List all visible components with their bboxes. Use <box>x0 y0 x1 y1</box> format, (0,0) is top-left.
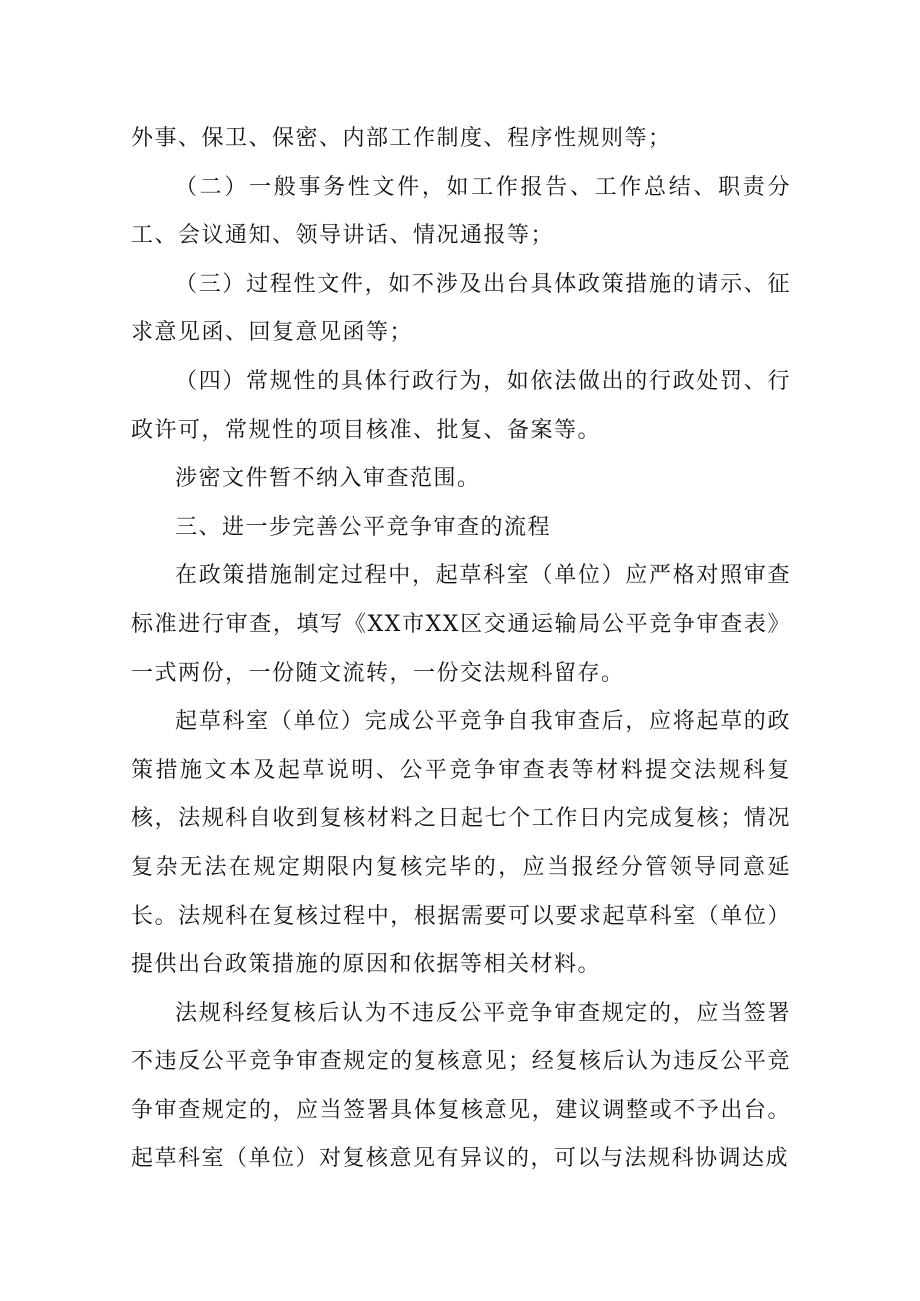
paragraph-drafting-review: 在政策措施制定过程中，起草科室（单位）应严格对照审查标准进行审查，填写《XX市XX区交通运输局公平竞争审查表》一式两份，一份随文流转，一份交法规科留存。 <box>131 563 791 686</box>
paragraph-item-2: （二）一般事务性文件，如工作报告、工作总结、职责分工、会议通知、领导讲话、情况通报等； <box>131 174 791 249</box>
paragraph-item-4: （四）常规性的具体行政行为，如依法做出的行政处罚、行政许可，常规性的项目核准、批复、备案等。 <box>131 368 791 443</box>
paragraph-review-opinion: 法规科经复核后认为不违反公平竞争审查规定的，应当签署不违反公平竞争审查规定的复核意见；经复核后认为违反公平竞争审查规定的，应当签署具体复核意见，建议调整或不予出台。起草科室（单位）对复核意见有异议的，可以与法规科协调达成 <box>131 1000 791 1172</box>
paragraph-classified-note: 涉密文件暂不纳入审查范围。 <box>175 466 481 492</box>
paragraph-continuation: 外事、保卫、保密、内部工作制度、程序性规则等； <box>131 126 672 151</box>
paragraph-item-3: （三）过程性文件，如不涉及出台具体政策措施的请示、征求意见函、回复意见函等； <box>131 271 791 346</box>
document-body <box>131 115 791 1184</box>
section-heading-3: 三、进一步完善公平竞争审查的流程 <box>175 514 552 540</box>
paragraph-submission-review: 起草科室（单位）完成公平竞争自我审查后，应将起草的政策措施文本及起草说明、公平竞争审查表等材料提交法规科复核，法规科自收到复核材料之日起七个工作日内完成复核；情况复杂无法在规定期限内复核完毕的，应当报经分管领导同意延长。法规科在复核过程中，根据需要可以要求起草科室（单位）提供出台政策措施的原因和依据等相关材料。 <box>131 709 791 978</box>
